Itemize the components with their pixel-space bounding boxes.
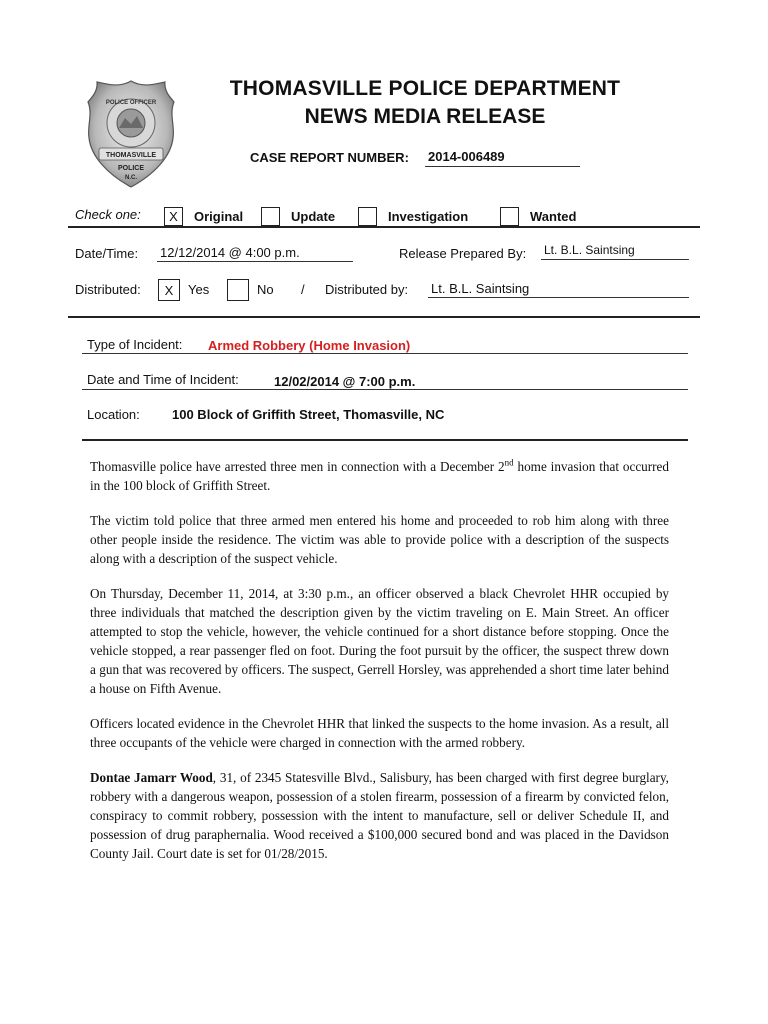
department-title: THOMASVILLE POLICE DEPARTMENT bbox=[229, 77, 621, 100]
prepared-by-value: Lt. B.L. Saintsing bbox=[541, 243, 689, 260]
update-label: Update bbox=[291, 209, 336, 224]
update-checkbox[interactable] bbox=[261, 207, 280, 226]
date-time-label: Date/Time: bbox=[75, 246, 139, 261]
suspect-name: Dontae Jamarr Wood bbox=[90, 770, 213, 785]
paragraph-1: Thomasville police have arrested three men in connection with a December 2nd home invasion that occurred in the 100 block of Griffith Street. bbox=[90, 457, 669, 493]
distributed-label: Distributed: bbox=[75, 282, 141, 297]
incident-type-label: Type of Incident: bbox=[87, 337, 183, 352]
slash-separator: / bbox=[301, 282, 305, 297]
distributed-no-checkbox[interactable] bbox=[227, 279, 249, 301]
badge-city: THOMASVILLE bbox=[105, 152, 157, 159]
distributed-by-value: Lt. B.L. Saintsing bbox=[428, 281, 689, 298]
location-value: 100 Block of Griffith Street, Thomasville, NC bbox=[172, 407, 445, 422]
paragraph-4: Officers located evidence in the Chevrolet HHR that linked the suspects to the home invasion. As a result, all three occupants of the vehicle were charged in connection with the armed robbery. bbox=[90, 716, 669, 750]
release-body bbox=[90, 457, 669, 879]
incident-type-value: Armed Robbery (Home Invasion) bbox=[208, 338, 411, 353]
paragraph-3: On Thursday, December 11, 2014, at 3:30 p.m., an officer observed a black Chevrolet HHR occupied by three individuals that matched the description given by the victim traveling on E. Main Street. An officer attempted to stop the vehicle, however, the vehicle continued for a short distance before stopping. Once the vehicle stopped, a rear passenger fled on foot. During the foot pursuit by the officer, the suspect threw down a gun that was recovered by officers. The suspect, Gerrell Horsley, was apprehended a short time later behind a house on Fifth Avenue. bbox=[90, 586, 669, 696]
case-number-value: 2014-006489 bbox=[425, 149, 580, 167]
original-checkbox[interactable]: X bbox=[164, 207, 183, 226]
incident-datetime-label: Date and Time of Incident: bbox=[87, 372, 239, 387]
divider-line bbox=[68, 316, 700, 318]
investigation-checkbox[interactable] bbox=[358, 207, 377, 226]
underline bbox=[82, 353, 688, 354]
check-one-label: Check one: bbox=[75, 207, 141, 222]
location-label: Location: bbox=[87, 407, 140, 422]
divider-line bbox=[68, 226, 700, 228]
investigation-label: Investigation bbox=[388, 209, 469, 224]
distributed-no-label: No bbox=[257, 282, 274, 297]
release-title: NEWS MEDIA RELEASE bbox=[304, 105, 546, 128]
badge-word: POLICE bbox=[117, 165, 145, 172]
distributed-yes-label: Yes bbox=[188, 282, 210, 297]
underline bbox=[82, 389, 688, 390]
prepared-by-label: Release Prepared By: bbox=[399, 246, 527, 261]
date-time-value: 12/12/2014 @ 4:00 p.m. bbox=[157, 245, 353, 262]
distributed-yes-checkbox[interactable]: X bbox=[158, 279, 180, 301]
badge-top-text: POLICE OFFICER bbox=[105, 100, 157, 106]
wanted-label: Wanted bbox=[530, 209, 577, 224]
wanted-checkbox[interactable] bbox=[500, 207, 519, 226]
original-label: Original bbox=[194, 209, 244, 224]
badge-state: N.C. bbox=[125, 175, 137, 181]
divider-line bbox=[82, 439, 688, 441]
distributed-by-label: Distributed by: bbox=[325, 282, 409, 297]
incident-datetime-value: 12/02/2014 @ 7:00 p.m. bbox=[274, 374, 416, 389]
paragraph-2: The victim told police that three armed men entered his home and proceeded to rob him along with three other people inside the residence. The victim was able to provide police with a description of the suspects along with a description of the suspect vehicle. bbox=[90, 513, 669, 566]
paragraph-5: Dontae Jamarr Wood, 31, of 2345 Statesville Blvd., Salisbury, has been charged with first degree burglary, robbery with a dangerous weapon, possession of a stolen firearm, possession of a firearm by convicted felon, conspiracy to commit robbery, possession with the intent to manufacture, sell or deliver Schedule II, and possession of drug paraphernalia. Wood received a $100,000 secured bond and was placed in the Davidson County Jail. Court date is set for 01/28/2015. bbox=[90, 770, 669, 861]
case-number-label: CASE REPORT NUMBER: bbox=[250, 150, 409, 165]
